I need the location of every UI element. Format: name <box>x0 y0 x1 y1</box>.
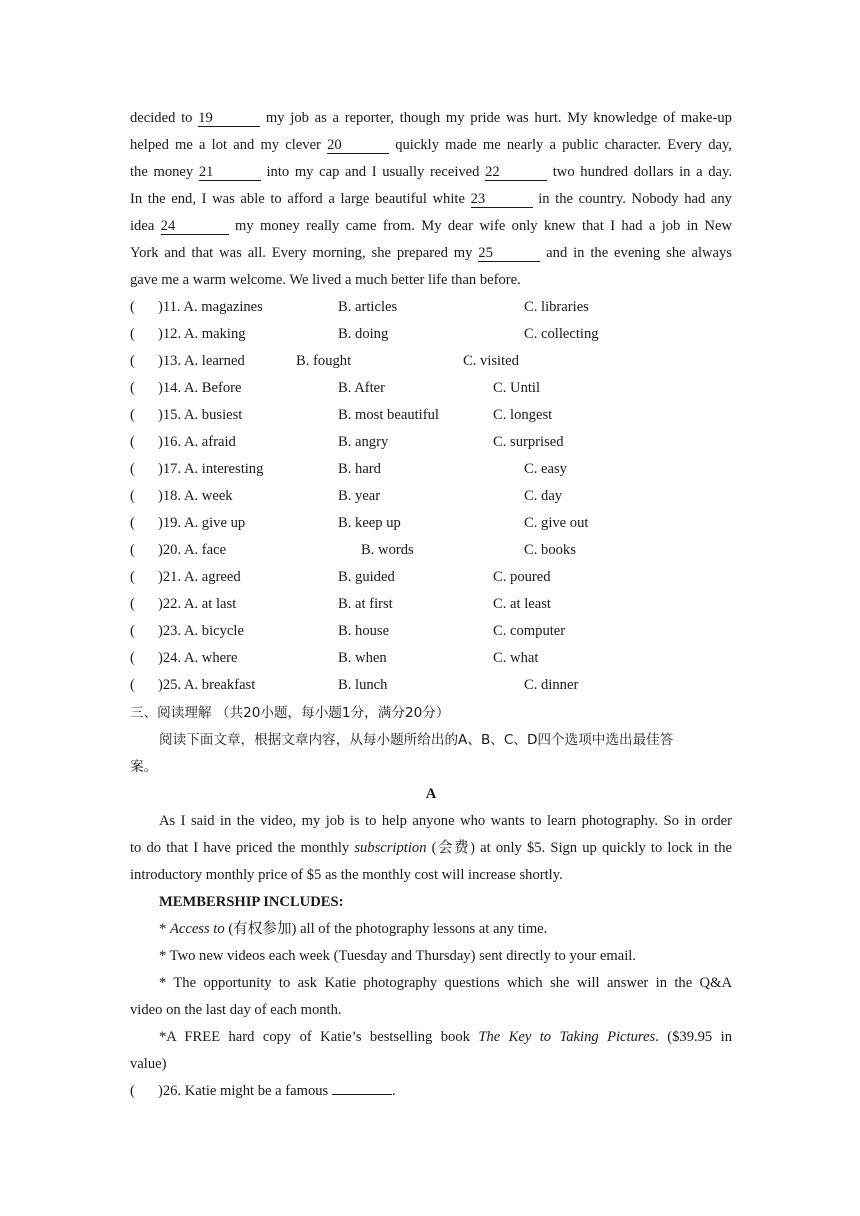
reading-text: (会费) at only $5. Sign up quickly to lock in the <box>426 840 732 856</box>
passage-line-5 <box>130 217 732 235</box>
answer-paren-close: ) <box>158 569 163 585</box>
question-16-option-c: C. surprised <box>493 434 564 450</box>
reading-text: to do that I have priced the monthly <box>130 840 355 856</box>
blank-25: 25 <box>478 246 540 262</box>
answer-paren-close: ) <box>158 380 163 396</box>
question-16-option-a <box>158 433 236 451</box>
answer-paren-open: ( <box>130 596 135 612</box>
bullet-3-line2: video on the last day of each month. <box>130 1002 342 1018</box>
question-13-option-c: C. visited <box>463 353 519 369</box>
question-11-option-c: C. libraries <box>524 299 589 315</box>
passage-text: helped me a lot and my clever <box>130 137 328 153</box>
question-12-option-a <box>158 325 246 343</box>
question-23-option-b: B. house <box>338 623 390 639</box>
answer-paren-open: ( <box>130 407 135 423</box>
option-a: 17. A. interesting <box>162 461 264 477</box>
passage-line-2 <box>130 136 732 154</box>
blank-20: 20 <box>327 138 389 154</box>
question-17-option-b: B. hard <box>338 461 381 477</box>
question-11-option-b: B. articles <box>338 299 398 315</box>
question-12-option-c: C. collecting <box>524 326 599 342</box>
answer-paren-close: ) <box>158 488 163 504</box>
question-17-option-a <box>158 460 263 478</box>
answer-paren-close: ) <box>158 623 163 639</box>
question-20-option-b: B. words <box>361 542 414 558</box>
bullet-4-line1 <box>159 1028 732 1046</box>
option-a: 25. A. breakfast <box>162 677 256 693</box>
question-21-option-c: C. poured <box>493 569 551 585</box>
question-19-option-b: B. keep up <box>338 515 401 531</box>
question-20-option-a <box>158 541 226 559</box>
question-22-option-c: C. at least <box>493 596 551 612</box>
question-18-option-a <box>158 487 233 505</box>
option-a: 15. A. busiest <box>162 407 243 423</box>
answer-paren-open: ( <box>130 515 135 531</box>
option-a: 21. A. agreed <box>162 569 241 585</box>
question-23-option-c: C. computer <box>493 623 566 639</box>
answer-paren-close: ) <box>158 650 163 666</box>
option-a: 12. A. making <box>162 326 246 342</box>
answer-paren-close: ) <box>158 353 163 369</box>
answer-paren-open: ( <box>130 326 135 342</box>
question-15-option-c: C. longest <box>493 407 553 423</box>
option-a: 13. A. learned <box>162 353 245 369</box>
question-19-option-c: C. give out <box>524 515 589 531</box>
reading-p1-line2 <box>130 839 732 857</box>
q26-end: . <box>391 1083 396 1099</box>
book-title: The Key to Taking Pictures <box>478 1029 656 1045</box>
option-a: 11. A. magazines <box>162 299 263 315</box>
option-a: 24. A. where <box>162 650 238 666</box>
question-25-option-a <box>158 676 255 694</box>
paren-close: ) <box>158 1083 163 1099</box>
blank-19: 19 <box>198 111 260 127</box>
bullet-text: . ($39.95 in <box>655 1029 732 1045</box>
reading-p1-line1: As I said in the video, my job is to help anyone who wants to learn photography. So in order <box>159 813 732 829</box>
question-21-option-a <box>158 568 241 586</box>
question-18-option-c: C. day <box>524 488 563 504</box>
answer-paren-open: ( <box>130 623 135 639</box>
answer-paren-open: ( <box>130 650 135 666</box>
question-23-option-a <box>158 622 244 640</box>
section-heading: 三、阅读理解 （共20小题，每小题1分，满分20分） <box>130 705 450 721</box>
answer-paren-open: ( <box>130 488 135 504</box>
answer-paren-open: ( <box>130 299 135 315</box>
passage-text: the money <box>130 164 199 180</box>
question-20-option-c: C. books <box>524 542 576 558</box>
answer-paren-open: ( <box>130 542 135 558</box>
passage-text: idea <box>130 218 161 234</box>
blank-22: 22 <box>485 165 547 181</box>
question-14-option-b: B. After <box>338 380 386 396</box>
option-a: 18. A. week <box>162 488 233 504</box>
question-12-option-b: B. doing <box>338 326 389 342</box>
answer-paren-close: ) <box>158 461 163 477</box>
answer-paren-close: ) <box>158 677 163 693</box>
bullet-3-line1: * The opportunity to ask Katie photography questions which she will answer in the Q&A <box>159 975 732 991</box>
bullet-text: (有权参加) all of the photography lessons at any time. <box>224 921 548 937</box>
answer-paren-open: ( <box>130 569 135 585</box>
q26-row <box>158 1082 396 1100</box>
passage-text: quickly made me nearly a public character. Every day, <box>389 137 732 153</box>
question-16-option-b: B. angry <box>338 434 389 450</box>
italic-term: subscription <box>354 840 427 856</box>
option-a: 20. A. face <box>162 542 227 558</box>
passage-line-1 <box>130 109 732 127</box>
passage-text: In the end, I was able to afford a large beautiful white <box>130 191 471 207</box>
bullet-2: * Two new videos each week (Tuesday and Thursday) sent directly to your email. <box>159 948 636 964</box>
membership-heading: MEMBERSHIP INCLUDES: <box>159 894 344 910</box>
passage-text: my job as a reporter, though my pride was hurt. My knowledge of make-up <box>260 110 732 126</box>
reading-p1-line3: introductory monthly price of $5 as the monthly cost will increase shortly. <box>130 867 563 883</box>
answer-paren-close: ) <box>158 299 163 315</box>
answer-paren-open: ( <box>130 380 135 396</box>
option-a: 22. A. at last <box>162 596 237 612</box>
passage-line-7: gave me a warm welcome. We lived a much better life than before. <box>130 272 521 288</box>
question-13-option-b: B. fought <box>296 353 352 369</box>
question-14-option-a <box>158 379 242 397</box>
question-14-option-c: C. Until <box>493 380 541 396</box>
q26-text: 26. Katie might be a famous <box>162 1083 332 1099</box>
passage-text: my money really came from. My dear wife only knew that I had a job in New <box>228 218 732 234</box>
question-17-option-c: C. easy <box>524 461 567 477</box>
answer-paren-close: ) <box>158 515 163 531</box>
passage-text: two hundred dollars in a day. <box>547 164 732 180</box>
answer-paren-open: ( <box>130 461 135 477</box>
question-18-option-b: B. year <box>338 488 381 504</box>
blank-21: 21 <box>199 165 261 181</box>
question-21-option-b: B. guided <box>338 569 395 585</box>
section-instruction-cont: 案。 <box>130 759 158 775</box>
passage-text: in the country. Nobody had any <box>532 191 732 207</box>
section-instruction: 阅读下面文章，根据文章内容，从每小题所给出的A、B、C、D四个选项中选出最佳答 <box>159 732 674 748</box>
answer-paren-close: ) <box>158 542 163 558</box>
answer-paren-open: ( <box>130 434 135 450</box>
answer-paren-close: ) <box>158 407 163 423</box>
bullet-star: * <box>159 921 170 937</box>
answer-paren-close: ) <box>158 434 163 450</box>
question-24-option-b: B. when <box>338 650 387 666</box>
passage-line-6 <box>130 244 732 262</box>
passage-text: decided to <box>130 110 199 126</box>
question-22-option-b: B. at first <box>338 596 393 612</box>
passage-text: and in the evening she always <box>540 245 732 261</box>
question-24-option-a <box>158 649 237 667</box>
blank-23: 23 <box>471 192 533 208</box>
answer-paren-close: ) <box>158 326 163 342</box>
q26-paren: ( <box>130 1083 135 1099</box>
question-24-option-c: C. what <box>493 650 539 666</box>
question-15-option-a <box>158 406 242 424</box>
passage-text: York and that was all. Every morning, she prepared my <box>130 245 479 261</box>
question-19-option-a <box>158 514 245 532</box>
answer-paren-close: ) <box>158 596 163 612</box>
question-15-option-b: B. most beautiful <box>338 407 439 423</box>
question-25-option-c: C. dinner <box>524 677 579 693</box>
answer-paren-open: ( <box>130 353 135 369</box>
passage-text: into my cap and I usually received <box>260 164 486 180</box>
passage-line-3 <box>130 163 732 181</box>
option-a: 14. A. Before <box>162 380 242 396</box>
option-a: 19. A. give up <box>162 515 246 531</box>
question-22-option-a <box>158 595 236 613</box>
bullet-1 <box>159 920 761 938</box>
italic-term: Access to <box>169 921 225 937</box>
bullet-4-line2: value) <box>130 1056 167 1072</box>
answer-blank <box>332 1094 392 1095</box>
passage-label: A <box>425 786 437 802</box>
blank-24: 24 <box>161 219 229 235</box>
question-11-option-a <box>158 298 263 316</box>
question-13-option-a <box>158 352 245 370</box>
option-a: 23. A. bicycle <box>162 623 244 639</box>
option-a: 16. A. afraid <box>162 434 236 450</box>
answer-paren-open: ( <box>130 677 135 693</box>
bullet-text: *A FREE hard copy of Katie’s bestselling book <box>159 1029 479 1045</box>
passage-line-4 <box>130 190 732 208</box>
question-25-option-b: B. lunch <box>338 677 388 693</box>
